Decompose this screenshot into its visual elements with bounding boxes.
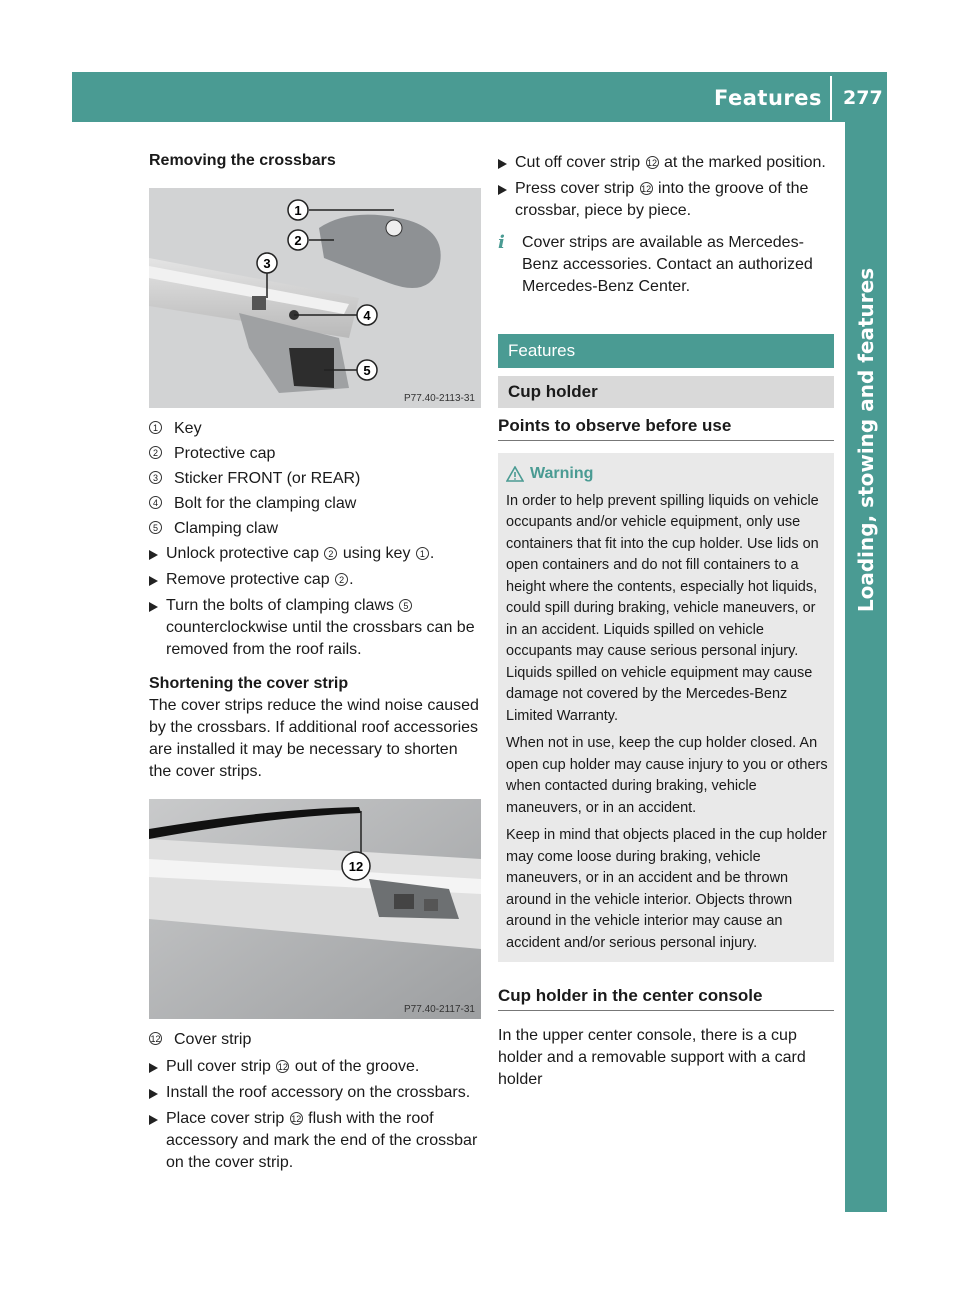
shortening-text: The cover strips reduce the wind noise caused by the crossbars. If additional roof accessories are installed it may be necessary to shorten the cover strips. [149,697,479,780]
legend-number: 3 [149,471,162,484]
legend-text: Clamping claw [174,520,279,537]
side-tab-label: Loading, stowing and features [854,267,878,613]
subsection-cup-holder-bar: Cup holder [498,376,834,408]
step-item [498,152,834,174]
center-console-text: In the upper center console, there is a cup holder and a removable support with a card holder [498,1027,806,1088]
legend-item [149,468,484,489]
step-text: Cut off cover strip 12 at the marked position. [515,154,826,171]
points-heading: Points to observe before use [498,416,834,441]
figure-code: P77.40-2117-31 [404,1004,475,1015]
step-item [149,1056,484,1078]
legend-text: Bolt for the clamping claw [174,495,357,512]
page-number: 277 [843,87,883,109]
legend-item [149,443,484,464]
removal-steps [149,543,484,661]
left-column [149,152,484,1178]
cover-strip-figure [149,799,481,1019]
legend-text: Key [174,420,202,437]
step-text: Install the roof accessory on the crossbars. [166,1084,471,1101]
step-item [149,1082,484,1104]
warning-box [498,453,834,962]
figure-legend [149,418,484,539]
crossbar-removal-figure [149,188,481,408]
center-console-heading: Cup holder in the center console [498,986,834,1011]
page-title: Features [714,86,822,110]
legend-number: 1 [149,421,162,434]
legend-number: 4 [149,496,162,509]
arrow-icon [498,159,507,169]
arrow-icon [149,1063,158,1073]
legend-text: Protective cap [174,445,276,462]
warning-triangle-icon [506,466,524,482]
arrow-icon [149,1115,158,1125]
callout-4-label: 4 [363,308,371,323]
legend-item [149,1029,484,1050]
step-item [149,569,484,591]
warning-paragraph: When not in use, keep the cup holder closed. An open cup holder may cause injury to you or others when contacted during braking, vehicle maneuvers, or in an accident. [506,735,828,816]
side-tab-marker [845,1172,887,1212]
callout-5-label: 5 [363,363,371,378]
step-text: Press cover strip 12 into the groove of the crossbar, piece by piece. [515,180,809,219]
section-features-bar: Features [498,334,834,368]
callout-2-label: 2 [294,233,302,248]
warning-title: Warning [506,463,828,485]
legend-item [149,418,484,439]
legend-number: 12 [150,1034,161,1044]
callout-1-label: 1 [294,203,302,218]
arrow-icon [149,550,158,560]
header-divider [830,76,832,120]
callout-12-label: 12 [348,859,364,874]
info-text: Cover strips are available as Mercedes-Benz accessories. Contact an authorized Mercedes-Benz Center. [522,234,813,295]
legend-number: 2 [149,446,162,459]
legend-text: Sticker FRONT (or REAR) [174,470,361,487]
right-column [498,152,834,1091]
callout-3-label: 3 [263,256,271,271]
step-text: Remove protective cap 2 . [166,571,354,588]
step-text: Place cover strip 12 flush with the roof accessory and mark the end of the crossbar on the cover strip. [166,1110,478,1171]
cover-strip-steps [149,1056,484,1174]
cover-strip-illustration [149,799,481,1019]
arrow-icon [149,576,158,586]
legend-number: 5 [149,521,162,534]
removing-crossbars-heading: Removing the crossbars [149,152,336,169]
shortening-heading: Shortening the cover strip [149,675,349,692]
arrow-icon [498,185,507,195]
step-item [149,595,484,661]
step-text: Pull cover strip 12 out of the groove. [166,1058,420,1075]
step-item [149,1108,484,1174]
clamping-claw-shape [289,348,334,388]
crossbar-removal-illustration [149,188,481,408]
figure-code: P77.40-2113-31 [404,393,475,404]
arrow-icon [149,602,158,612]
info-note [498,232,834,298]
arrow-icon [149,1089,158,1099]
figure-legend [149,1029,484,1050]
warning-paragraph: In order to help prevent spilling liquids on vehicle occupants and/or vehicle equipment, only use containers that fit into the cup holder. Use lids on open containers and do not fill containers to a height where the contents, especially hot liquids, could spill during braking, vehicle maneuvers, or in an accident. Liquids spilled on vehicle occupants may cause serious personal injury. Liquids spilled on vehicle equipment may cause damage not covered by the Mercedes-Benz Limited Warranty. [506,492,819,724]
legend-text: Cover strip [174,1031,252,1048]
legend-item [149,493,484,514]
step-item [149,543,484,565]
legend-item [149,518,484,539]
step-text: Turn the bolts of clamping claws 5 counterclockwise until the crossbars can be removed from the roof rails. [166,597,475,658]
warning-paragraph: Keep in mind that objects placed in the cup holder may come loose during braking, vehicle maneuvers, or in an accident and be thrown around in the vehicle interior. Objects thrown around in the vehicle interior may cause an accident and/or serious personal injury. [506,827,827,951]
info-icon: i [498,232,505,253]
step-text: Unlock protective cap 2 using key 1 . [166,545,435,562]
step-item [498,178,834,222]
